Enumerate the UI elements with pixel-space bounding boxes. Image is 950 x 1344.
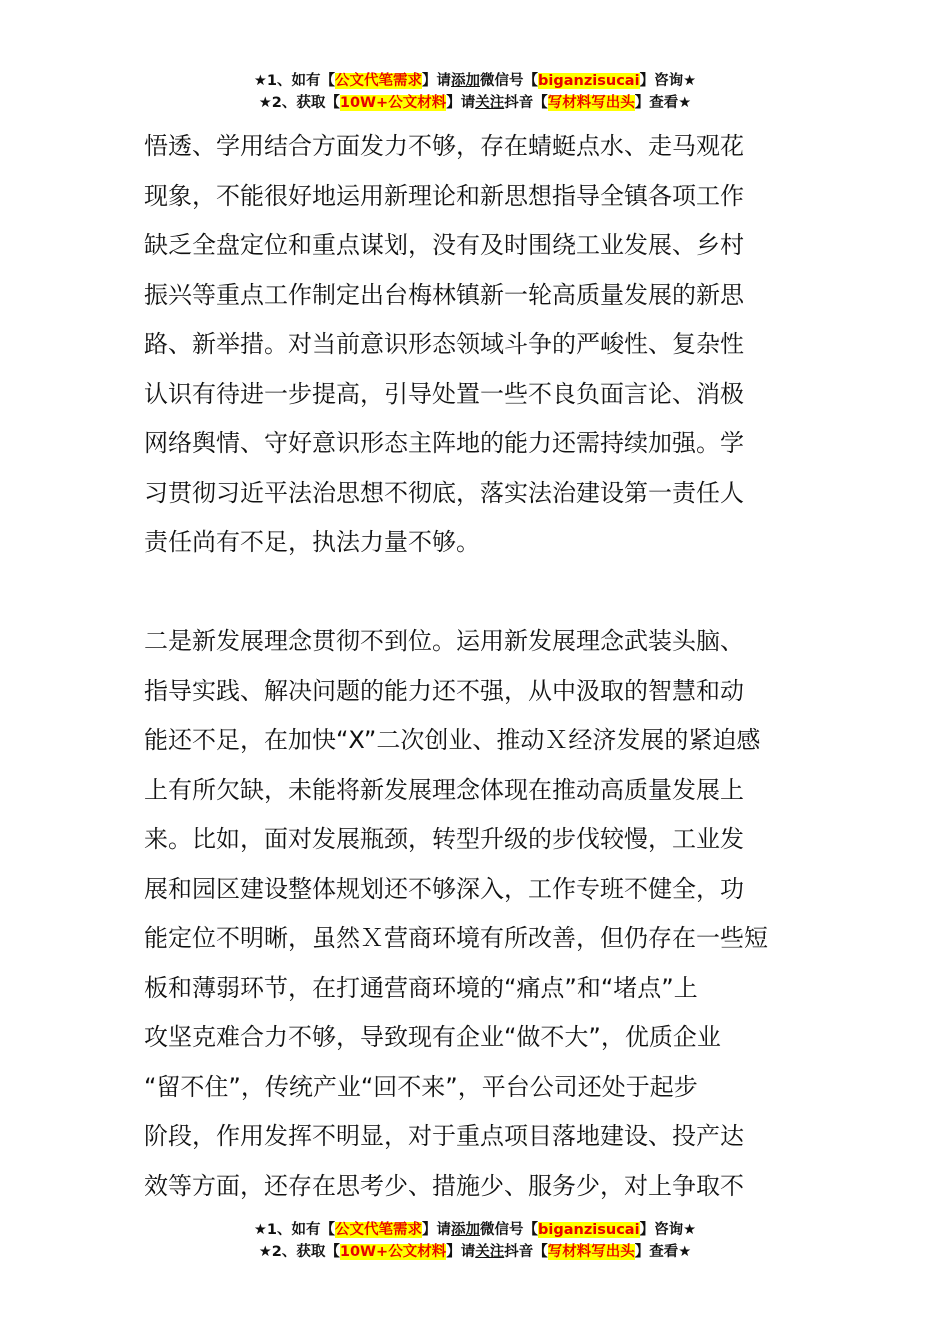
text-line: 指导实践、解决问题的能力还不强，从中汲取的智慧和动 [144,676,744,705]
banner-highlight: 公文代笔需求 [335,73,423,89]
footer-banner [0,1219,950,1263]
banner-text: ★2、获取【 [258,1244,340,1260]
banner-text: ★1、如有【 [253,73,336,89]
banner-highlight: biganzisucai [538,1222,640,1238]
text-line: 来。比如，面对发展瓶颈，转型升级的步伐较慢，工业发 [144,825,744,853]
text-line: 能定位不明晰，虽然Ｘ营商环境有所改善，但仍存在一些短 [144,924,768,952]
banner-text: 抖音【 [504,95,548,111]
banner-underline: 添加 [451,1222,481,1238]
banner-text: 】请 [446,95,476,111]
banner-line-1 [0,70,950,92]
text-line: 网络舆情、守好意识形态主阵地的能力还需持续加强。学 [144,429,744,457]
text-line: 板和薄弱环节，在打通营商环境的“痛点”和“堵点”上 [144,973,698,1002]
text-line: “留不住”，传统产业“回不来”，平台公司还处于起步 [144,1072,698,1101]
banner-line-2 [0,1241,950,1263]
banner-highlight: biganzisucai [538,73,640,89]
text-line: 展和园区建设整体规划还不够深入，工作专班不健全，功 [144,874,744,903]
text-line: 上有所欠缺，未能将新发展理念体现在推动高质量发展上 [144,775,744,804]
text-line: 攻坚克难合力不够，导致现有企业“做不大”，优质企业 [144,1023,721,1051]
text-line: 效等方面，还存在思考少、措施少、服务少，对上争取不 [144,1171,744,1200]
text-line: 路、新举措。对当前意识形态领域斗争的严峻性、复杂性 [144,330,744,358]
banner-line-2 [0,92,950,114]
banner-text: 】咨询★ [639,1222,697,1238]
banner-text: 微信号【 [480,73,539,89]
banner-underline: 关注 [475,1244,505,1260]
text-line: 振兴等重点工作制定出台梅林镇新一轮高质量发展的新思 [144,280,744,309]
text-line: 习贯彻习近平法治思想不彻底，落实法治建设第一责任人 [144,478,744,507]
paragraph-2 [144,617,806,1211]
banner-underline: 添加 [451,73,481,89]
banner-text: 】请 [422,1222,452,1238]
banner-text: 】咨询★ [639,73,697,89]
text-line: 阶段，作用发挥不明显，对于重点项目落地建设、投产达 [144,1122,744,1150]
banner-text: 】查看★ [634,1244,692,1260]
banner-text: 抖音【 [504,1244,548,1260]
banner-highlight: 公文代笔需求 [335,1222,423,1238]
text-line: 认识有待进一步提高，引导处置一些不良负面言论、消极 [144,379,744,408]
banner-text: ★2、获取【 [258,95,340,111]
banner-highlight: 10W+公文材料 [339,95,447,111]
header-banner [0,70,950,114]
banner-highlight: 写材料写出头 [547,95,635,111]
banner-text: 】查看★ [634,95,692,111]
paragraph-1 [144,122,806,568]
banner-highlight: 写材料写出头 [547,1244,635,1260]
banner-underline: 关注 [475,95,505,111]
text-line: 悟透、学用结合方面发力不够，存在蜻蜓点水、走马观花 [144,132,744,160]
banner-text: ★1、如有【 [253,1222,336,1238]
text-line: 责任尚有不足，执法力量不够。 [144,528,480,556]
banner-text: 微信号【 [480,1222,539,1238]
text-line: 现象，不能很好地运用新理论和新思想指导全镇各项工作 [144,181,744,210]
banner-highlight: 10W+公文材料 [339,1244,447,1260]
text-line: 二是新发展理念贯彻不到位。运用新发展理念武装头脑、 [144,627,744,655]
text-line: 缺乏全盘定位和重点谋划，没有及时围绕工业发展、乡村 [144,231,744,259]
text-line: 能还不足，在加快“X”二次创业、推动Ｘ经济发展的紧迫感 [144,726,761,754]
banner-text: 】请 [446,1244,476,1260]
banner-text: 】请 [422,73,452,89]
banner-line-1 [0,1219,950,1241]
